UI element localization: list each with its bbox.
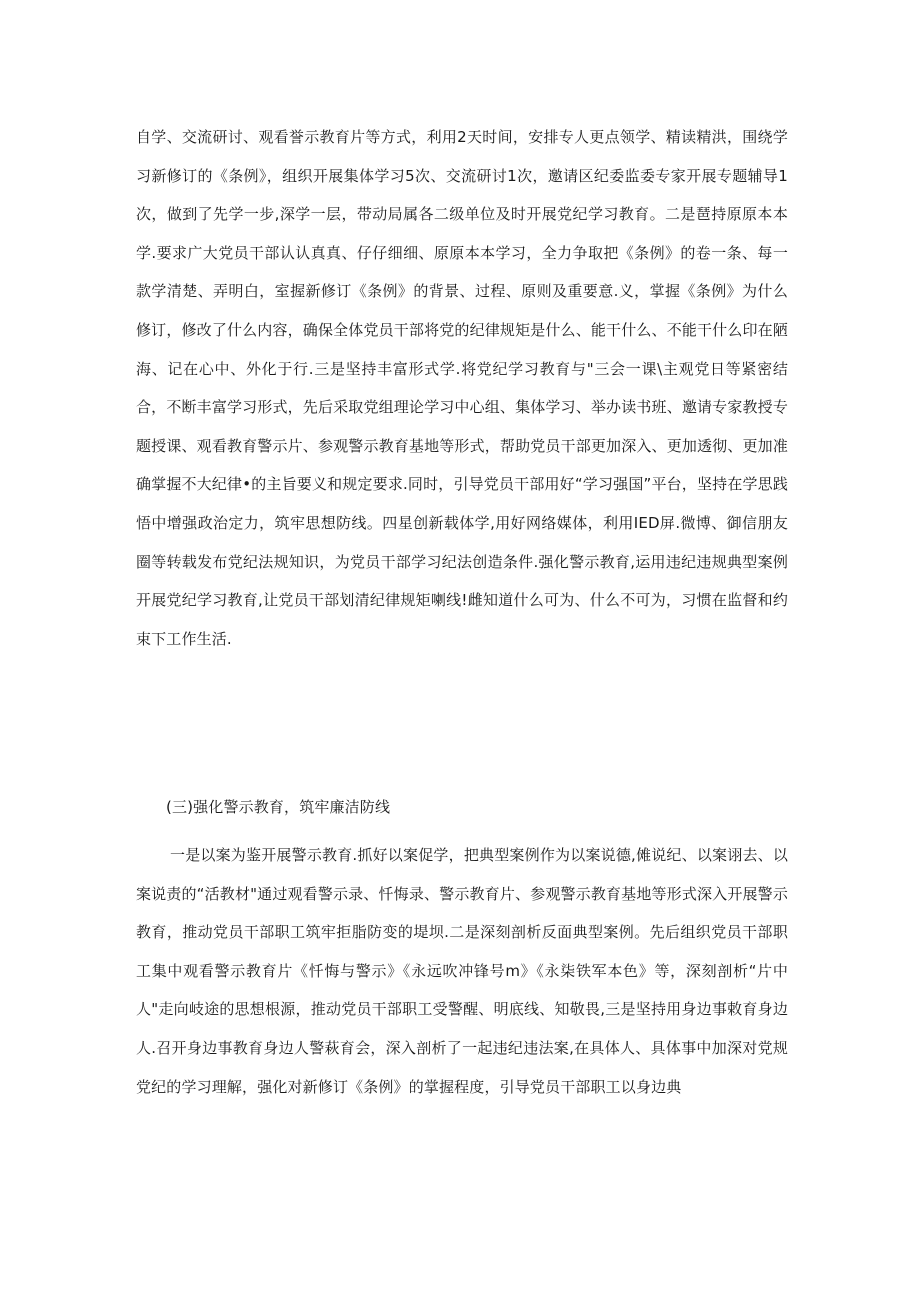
section-heading-warning-education: (三)强化警示教育，筑牢廉洁防线: [166, 798, 391, 816]
body-paragraph-study-methods: 自学、交流研讨、观看誉示教育片等方式，利用2天时间，安排专人更点领学、精读精洪，围绕学习新修订的《条例》，组织开展集体学习5次、交流研讨1次，邀请区纪委监委专家开展专题辅导1次，做到了先学一步,深学一层，带动局属各二级单位及时开展党纪学习教育。二是琶持原原本本学.要求广大党员干部认认真真、仔仔细细、原原本本学习，全力争取把《条例》的卷一条、每一款学清楚、弄明白，室握新修订《条例》的背景、过程、原则及重要意.义，掌握《条例》为什么修订，修改了什么内容，确保全体党员干部将党的纪律规矩是什么、能干什么、不能干什么印在陋海、记在心中、外化于行.三是坚持丰富形式学.将党纪学习教育与"三会一课\主观党日等紧密结合，不断丰富学习形式，先后采取党组理论学习中心组、集体学习、举办读书班、邀请专家教授专题授课、观看教育警示片、参观警示教育基地等形式，帮助党员干部更加深入、更加透彻、更加准确掌握不大纪律•的主旨要义和规定要求.同时，引导党员干部用好“学习强国”平台，坚持在学思践悟中增强政治定力，筑牢思想防线。四星创新载体学,用好网络媒体，利用IED屏.微博、御信朋友圈等转载发布党纪法规知识，为党员干部学习纪法创造条件.强化警示教育,运用违纪违规典型案例开展党纪学习教育,让党员干部划清纪律规矩喇线!雌知道什么可为、什么不可为，习惯在监督和约束下工作生活.: [136, 128, 788, 648]
body-paragraph-warning-education: 一是以案为鉴开展警示教育.抓好以案促学，把典型案例作为以案说德,傩说纪、以案诩去、以案说责的“活教材"通过观看警示录、忏悔录、警示教育片、参观警示教育基地等形式深入开展警示教育，推动党员干部职工筑牢拒脂防变的堤坝.二是深刻剖析反面典型案例。先后组织党员干部职工集中观看警示教育片《忏悔与警示》《永远吹冲锋号m》《永柒铁军本色》等，深刻剖析“片中人"走向岐途的思想根源，推动党员干部职工受警醒、明底线、知敬畏,三是坚持用身边事敕育身边人.召开身边事教育身边人警萩育会，深入剖析了一起违纪违法案,在具体人、具体事中加深对党规党纪的学习理解，强化对新修订《条例》的掌握程度，引导党员干部职工以身边典: [136, 846, 788, 1096]
document-body: [136, 118, 788, 1106]
